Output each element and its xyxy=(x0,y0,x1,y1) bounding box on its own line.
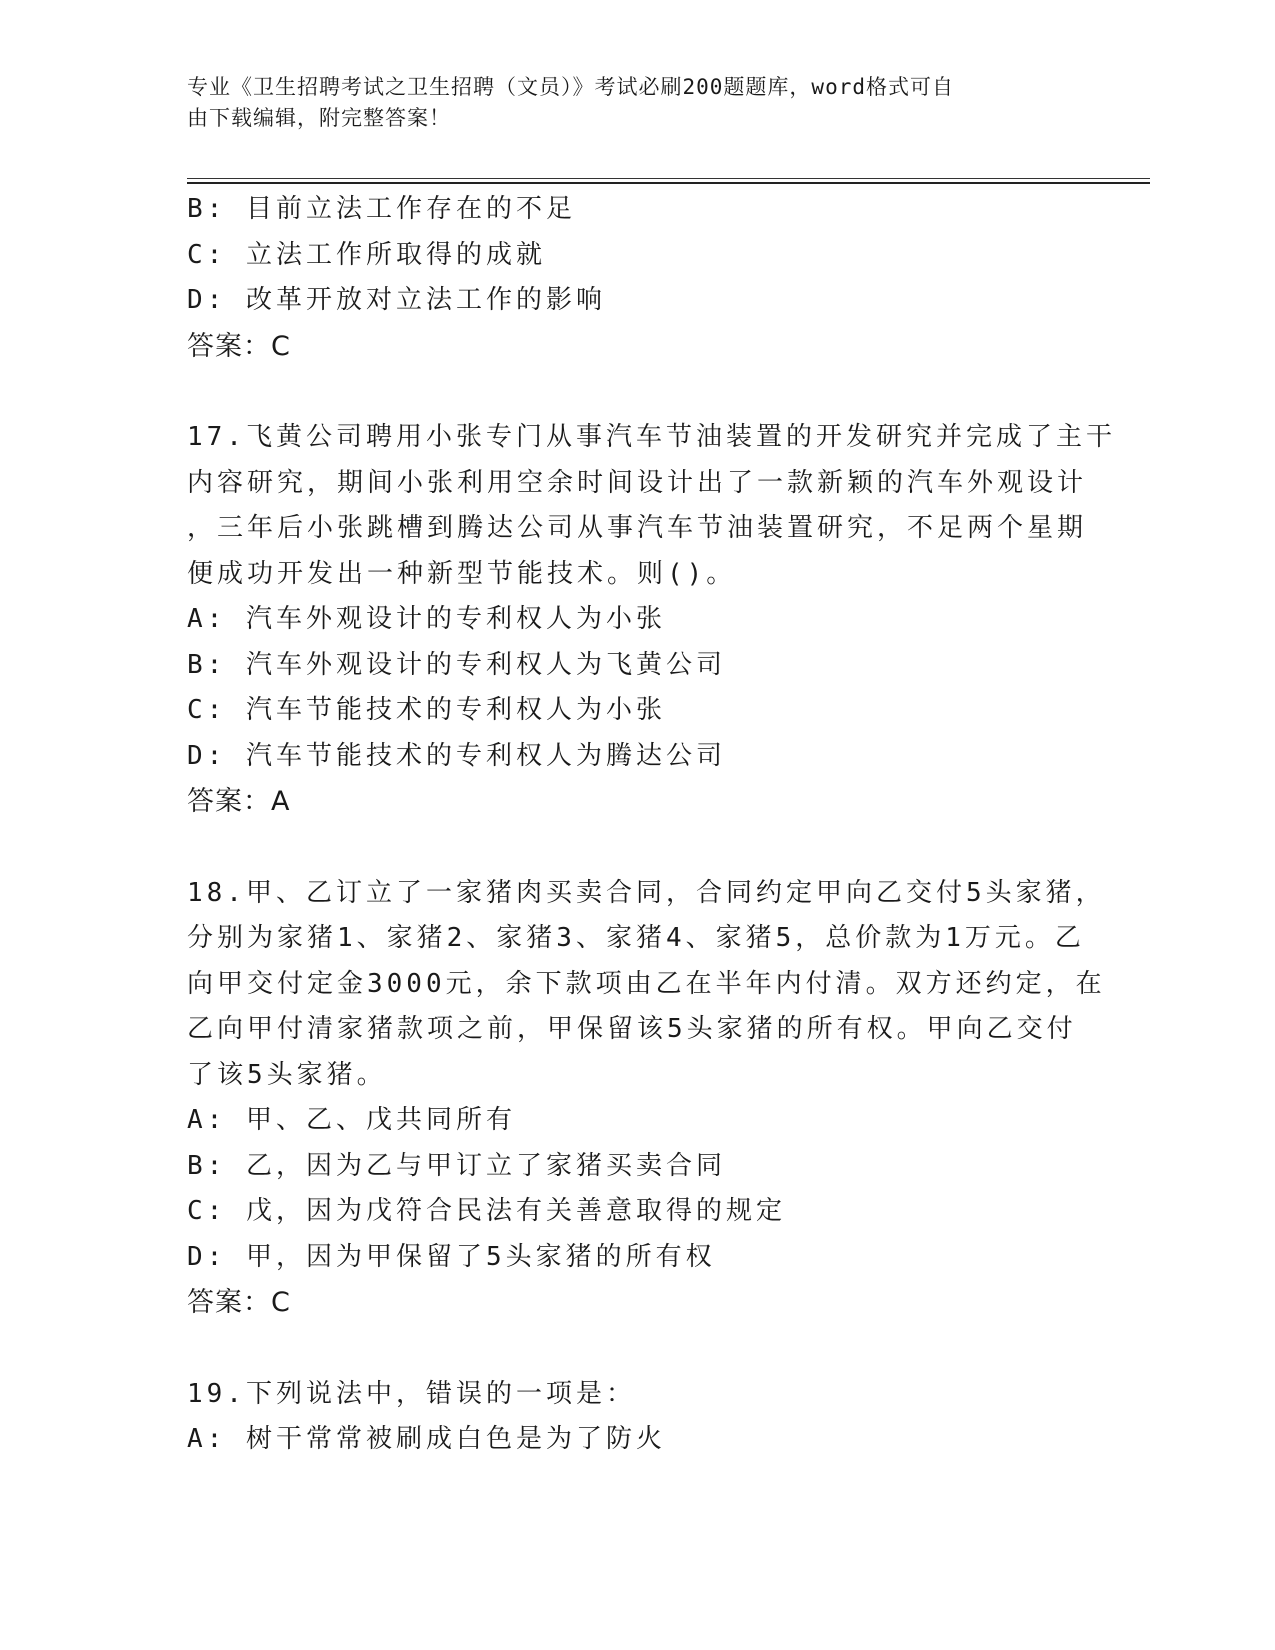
q17-stem-line-4: 便成功开发出一种新型节能技术。则()。 xyxy=(187,558,737,589)
q18-answer: 答案：C xyxy=(187,1287,291,1318)
question-19 xyxy=(187,1372,1087,1463)
q18-stem-line-2: 分别为家猪1、家猪2、家猪3、家猪4、家猪5，总价款为1万元。乙 xyxy=(187,923,1085,953)
q18-option-a: A: 甲、乙、戊共同所有 xyxy=(187,1105,516,1135)
q18-stem-line-5: 了该5头家猪。 xyxy=(187,1059,387,1090)
q18-option-b: B: 乙，因为乙与甲订立了家猪买卖合同 xyxy=(187,1150,726,1181)
q16-option-d: D: 改革开放对立法工作的影响 xyxy=(187,285,606,315)
header-line-2: 由下载编辑，附完整答案！ xyxy=(187,106,451,130)
q16-answer: 答案：C xyxy=(187,330,291,362)
q17-stem-line-3: ，三年后小张跳槽到腾达公司从事汽车节油装置研究，不足两个星期 xyxy=(187,513,1088,543)
q17-option-b: B: 汽车外观设计的专利权人为飞黄公司 xyxy=(187,649,726,680)
q17-option-d: D: 汽车节能技术的专利权人为腾达公司 xyxy=(187,740,726,771)
q19-stem-line-1: 19.下列说法中，错误的一项是： xyxy=(187,1378,636,1409)
spacer xyxy=(187,369,1087,415)
q17-answer: 答案：A xyxy=(187,786,291,817)
header-line-1: 专业《卫生招聘考试之卫生招聘（文员）》考试必刷200题题库，word格式可自 xyxy=(187,75,954,99)
q16-option-b: B: 目前立法工作存在的不足 xyxy=(187,194,576,224)
spacer xyxy=(187,825,1087,871)
q19-option-a: A: 树干常常被刷成白色是为了防火 xyxy=(187,1424,666,1454)
question-18 xyxy=(187,871,1106,1326)
document-header xyxy=(187,72,1067,134)
question-content xyxy=(187,187,1116,1463)
q17-stem-line-1: 17.飞黄公司聘用小张专门从事汽车节油装置的开发研究并完成了主干 xyxy=(187,422,1116,452)
q18-option-c: C: 戊，因为戊符合民法有关善意取得的规定 xyxy=(187,1196,786,1226)
q18-stem-line-3: 向甲交付定金3000元，余下款项由乙在半年内付清。双方还约定，在 xyxy=(187,968,1106,999)
q18-stem-line-1: 18.甲、乙订立了一家猪肉买卖合同，合同约定甲向乙交付5头家猪， xyxy=(187,877,1106,908)
q17-stem-line-2: 内容研究，期间小张利用空余时间设计出了一款新颖的汽车外观设计 xyxy=(187,467,1088,498)
q18-stem-line-4: 乙向甲付清家猪款项之前，甲保留该5头家猪的所有权。甲向乙交付 xyxy=(187,1014,1077,1044)
q17-option-a: A: 汽车外观设计的专利权人为小张 xyxy=(187,604,666,634)
header-divider-thick xyxy=(187,182,1150,184)
spacer xyxy=(187,1326,1087,1372)
q18-option-d: D: 甲，因为甲保留了5头家猪的所有权 xyxy=(187,1241,716,1272)
question-16-tail xyxy=(187,187,1087,369)
header-divider-thin xyxy=(187,178,1150,179)
question-17 xyxy=(187,415,1116,825)
q17-option-c: C: 汽车节能技术的专利权人为小张 xyxy=(187,695,666,725)
q16-option-c: C: 立法工作所取得的成就 xyxy=(187,239,546,270)
